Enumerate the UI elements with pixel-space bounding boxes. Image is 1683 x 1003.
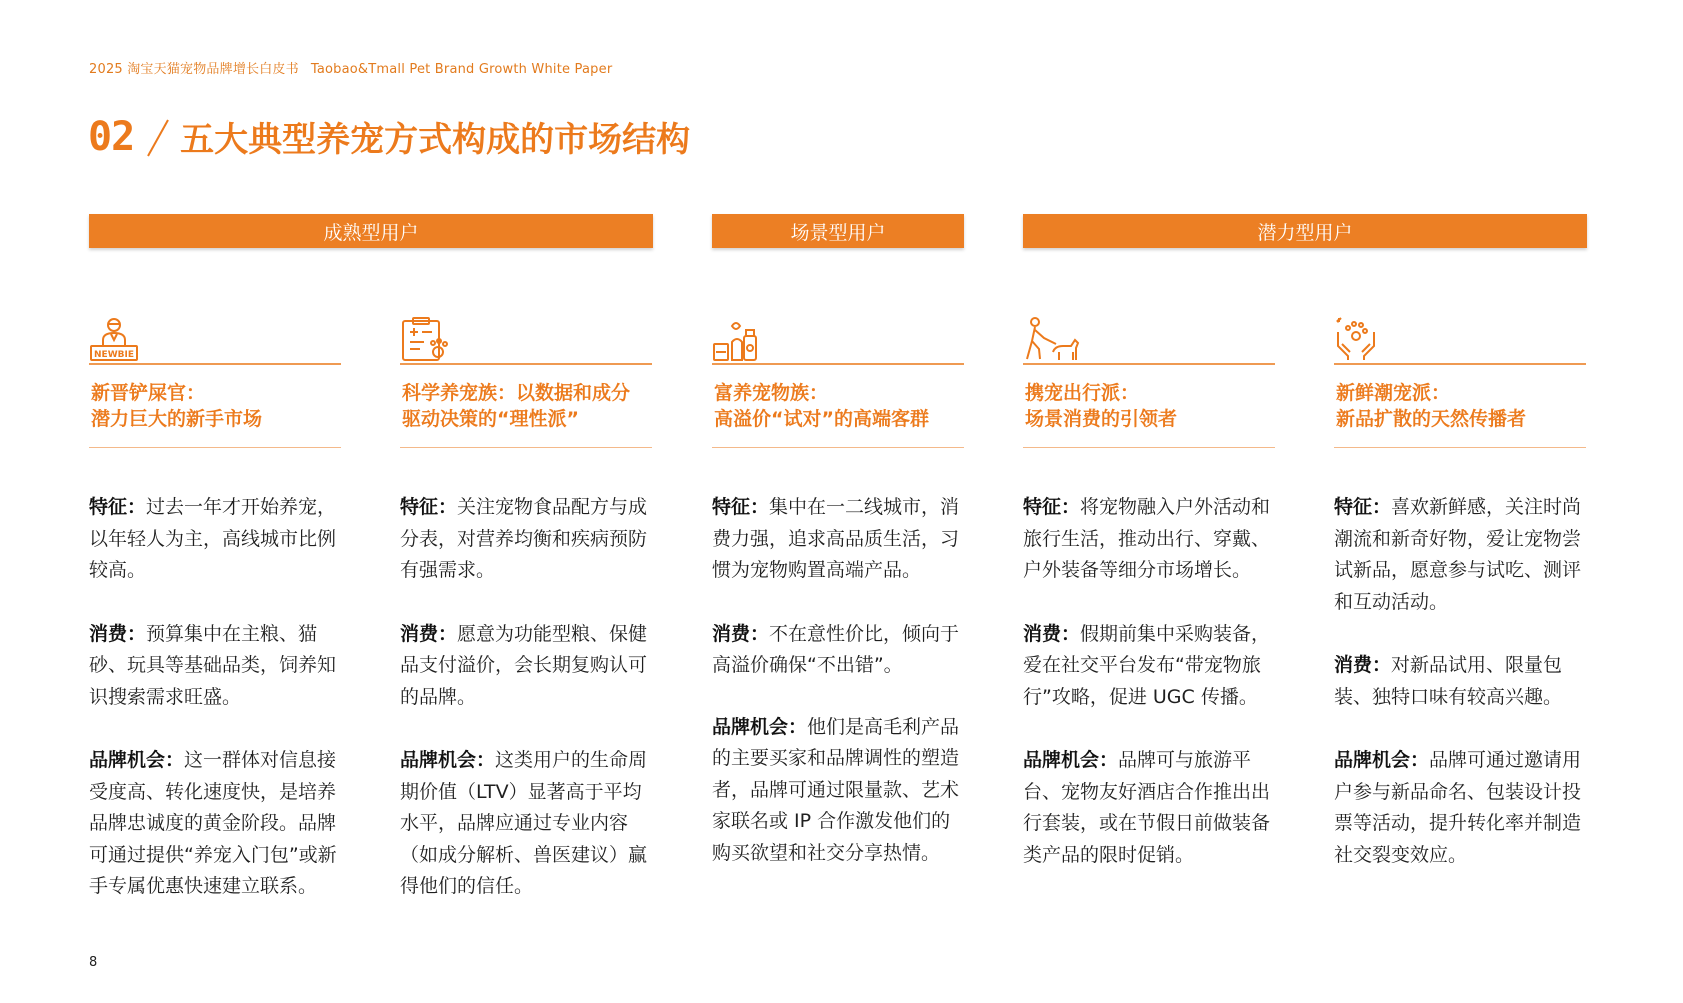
subtitle-line-1: 科学养宠族：以数据和成分 <box>402 382 631 404</box>
header-title-en: Taobao&Tmall Pet Brand Growth White Paper <box>310 62 613 77</box>
column-rule <box>400 363 652 365</box>
column-rule <box>1334 447 1586 448</box>
running-header <box>89 58 612 77</box>
feature-paragraph: 特征：关注宠物食品配方与成分表，对营养均衡和疾病预防有强需求。 <box>400 496 648 581</box>
column-rule <box>89 363 341 365</box>
person-walking-dog-icon <box>1023 316 1083 362</box>
segment-column-newbie <box>89 316 341 935</box>
header-title-cn: 2025 淘宝天猫宠物品牌增长白皮书 <box>89 62 299 77</box>
section-number: 02 <box>88 113 135 160</box>
segment-subtitle <box>400 380 652 432</box>
column-rule <box>1023 363 1275 365</box>
column-rule <box>712 363 964 365</box>
newbie-badge-text: NEWBIE <box>94 350 134 360</box>
column-rule <box>1023 447 1275 448</box>
group-bar-scenario <box>712 214 964 248</box>
subtitle-line-2: 新品扩散的天然传播者 <box>1336 408 1527 430</box>
slash-divider-icon <box>136 114 176 160</box>
group-label: 成熟型用户 <box>323 221 419 244</box>
group-label: 潜力型用户 <box>1257 221 1353 244</box>
segment-body <box>400 492 652 903</box>
segment-subtitle <box>1023 380 1275 432</box>
section-title <box>88 112 690 161</box>
segment-body <box>1334 492 1586 871</box>
column-rule <box>400 447 652 448</box>
segment-body <box>89 492 341 903</box>
subtitle-line-1: 新鲜潮宠派： <box>1336 382 1451 404</box>
consume-paragraph: 消费：假期前集中采购装备，爱在社交平台发布“带宠物旅行”攻略，促进 UGC 传播。 <box>1023 622 1271 708</box>
feature-paragraph: 特征：过去一年才开始养宠，以年轻人为主，高线城市比例较高。 <box>89 496 337 581</box>
subtitle-line-2: 高溢价“试对”的高端客群 <box>714 408 929 430</box>
consume-paragraph: 消费：对新品试用、限量包装、独特口味有较高兴趣。 <box>1334 654 1563 708</box>
segment-column-scientific <box>400 316 652 935</box>
segment-subtitle <box>89 380 341 432</box>
subtitle-line-2: 潜力巨大的新手市场 <box>91 408 263 430</box>
newbie-person-icon <box>89 316 149 362</box>
column-rule <box>1334 363 1586 365</box>
feature-paragraph: 特征：喜欢新鲜感，关注时尚潮流和新奇好物，爱让宠物尝试新品，愿意参与试吃、测评和互动活动。 <box>1334 496 1582 613</box>
subtitle-line-2: 驱动决策的“理性派” <box>402 408 579 430</box>
brand-paragraph: 品牌机会：这类用户的生命周期价值（LTV）显著高于平均水平，品牌应通过专业内容（如成分解析、兽医建议）赢得他们的信任。 <box>400 749 648 897</box>
column-rule <box>712 447 964 448</box>
subtitle-line-1: 新晋铲屎官： <box>91 382 206 404</box>
brand-paragraph: 品牌机会：品牌可与旅游平台、宠物友好酒店合作推出出行套装，或在节假日前做装备类产品的限时促销。 <box>1023 749 1271 866</box>
consume-paragraph: 消费：不在意性价比，倾向于高溢价确保“不出错”。 <box>712 622 960 676</box>
hands-holding-paw-icon <box>1334 316 1394 362</box>
segment-subtitle <box>712 380 964 432</box>
segment-subtitle <box>1334 380 1586 432</box>
brand-paragraph: 品牌机会：他们是高毛利产品的主要买家和品牌调性的塑造者，品牌可通过限量款、艺术家联名或 IP 合作激发他们的购买欲望和社交分享热情。 <box>712 715 960 864</box>
subtitle-line-2: 场景消费的引领者 <box>1025 408 1178 430</box>
group-bar-potential <box>1023 214 1587 248</box>
group-bar-mature <box>89 214 653 248</box>
section-heading: 五大典型养宠方式构成的市场结构 <box>180 120 691 160</box>
segment-column-travel <box>1023 316 1275 903</box>
column-rule <box>89 447 341 448</box>
segment-column-premium <box>712 316 964 901</box>
page-number: 8 <box>89 955 98 970</box>
segment-column-trendy <box>1334 316 1586 903</box>
group-label: 场景型用户 <box>790 221 886 244</box>
subtitle-line-1: 携宠出行派： <box>1025 382 1140 404</box>
premium-pet-products-icon <box>712 316 772 362</box>
feature-paragraph: 特征：将宠物融入户外活动和旅行生活，推动出行、穿戴、户外装备等细分市场增长。 <box>1023 496 1271 581</box>
consume-paragraph: 消费：预算集中在主粮、猫砂、玩具等基础品类，饲养知识搜索需求旺盛。 <box>89 622 337 708</box>
brand-paragraph: 品牌机会：品牌可通过邀请用户参与新品命名、包装设计投票等活动，提升转化率并制造社交裂变效应。 <box>1334 749 1582 866</box>
consume-paragraph: 消费：愿意为功能型粮、保健品支付溢价，会长期复购认可的品牌。 <box>400 622 648 708</box>
subtitle-line-1: 富养宠物族： <box>714 382 829 404</box>
feature-paragraph: 特征：集中在一二线城市，消费力强，追求高品质生活，习惯为宠物购置高端产品。 <box>712 496 960 581</box>
brand-paragraph: 品牌机会：这一群体对信息接受度高、转化速度快，是培养品牌忠诚度的黄金阶段。品牌可通过提供“养宠入门包”或新手专属优惠快速建立联系。 <box>89 749 337 897</box>
segment-body <box>1023 492 1275 871</box>
clipboard-paw-icon <box>400 316 460 362</box>
segment-body <box>712 492 964 869</box>
